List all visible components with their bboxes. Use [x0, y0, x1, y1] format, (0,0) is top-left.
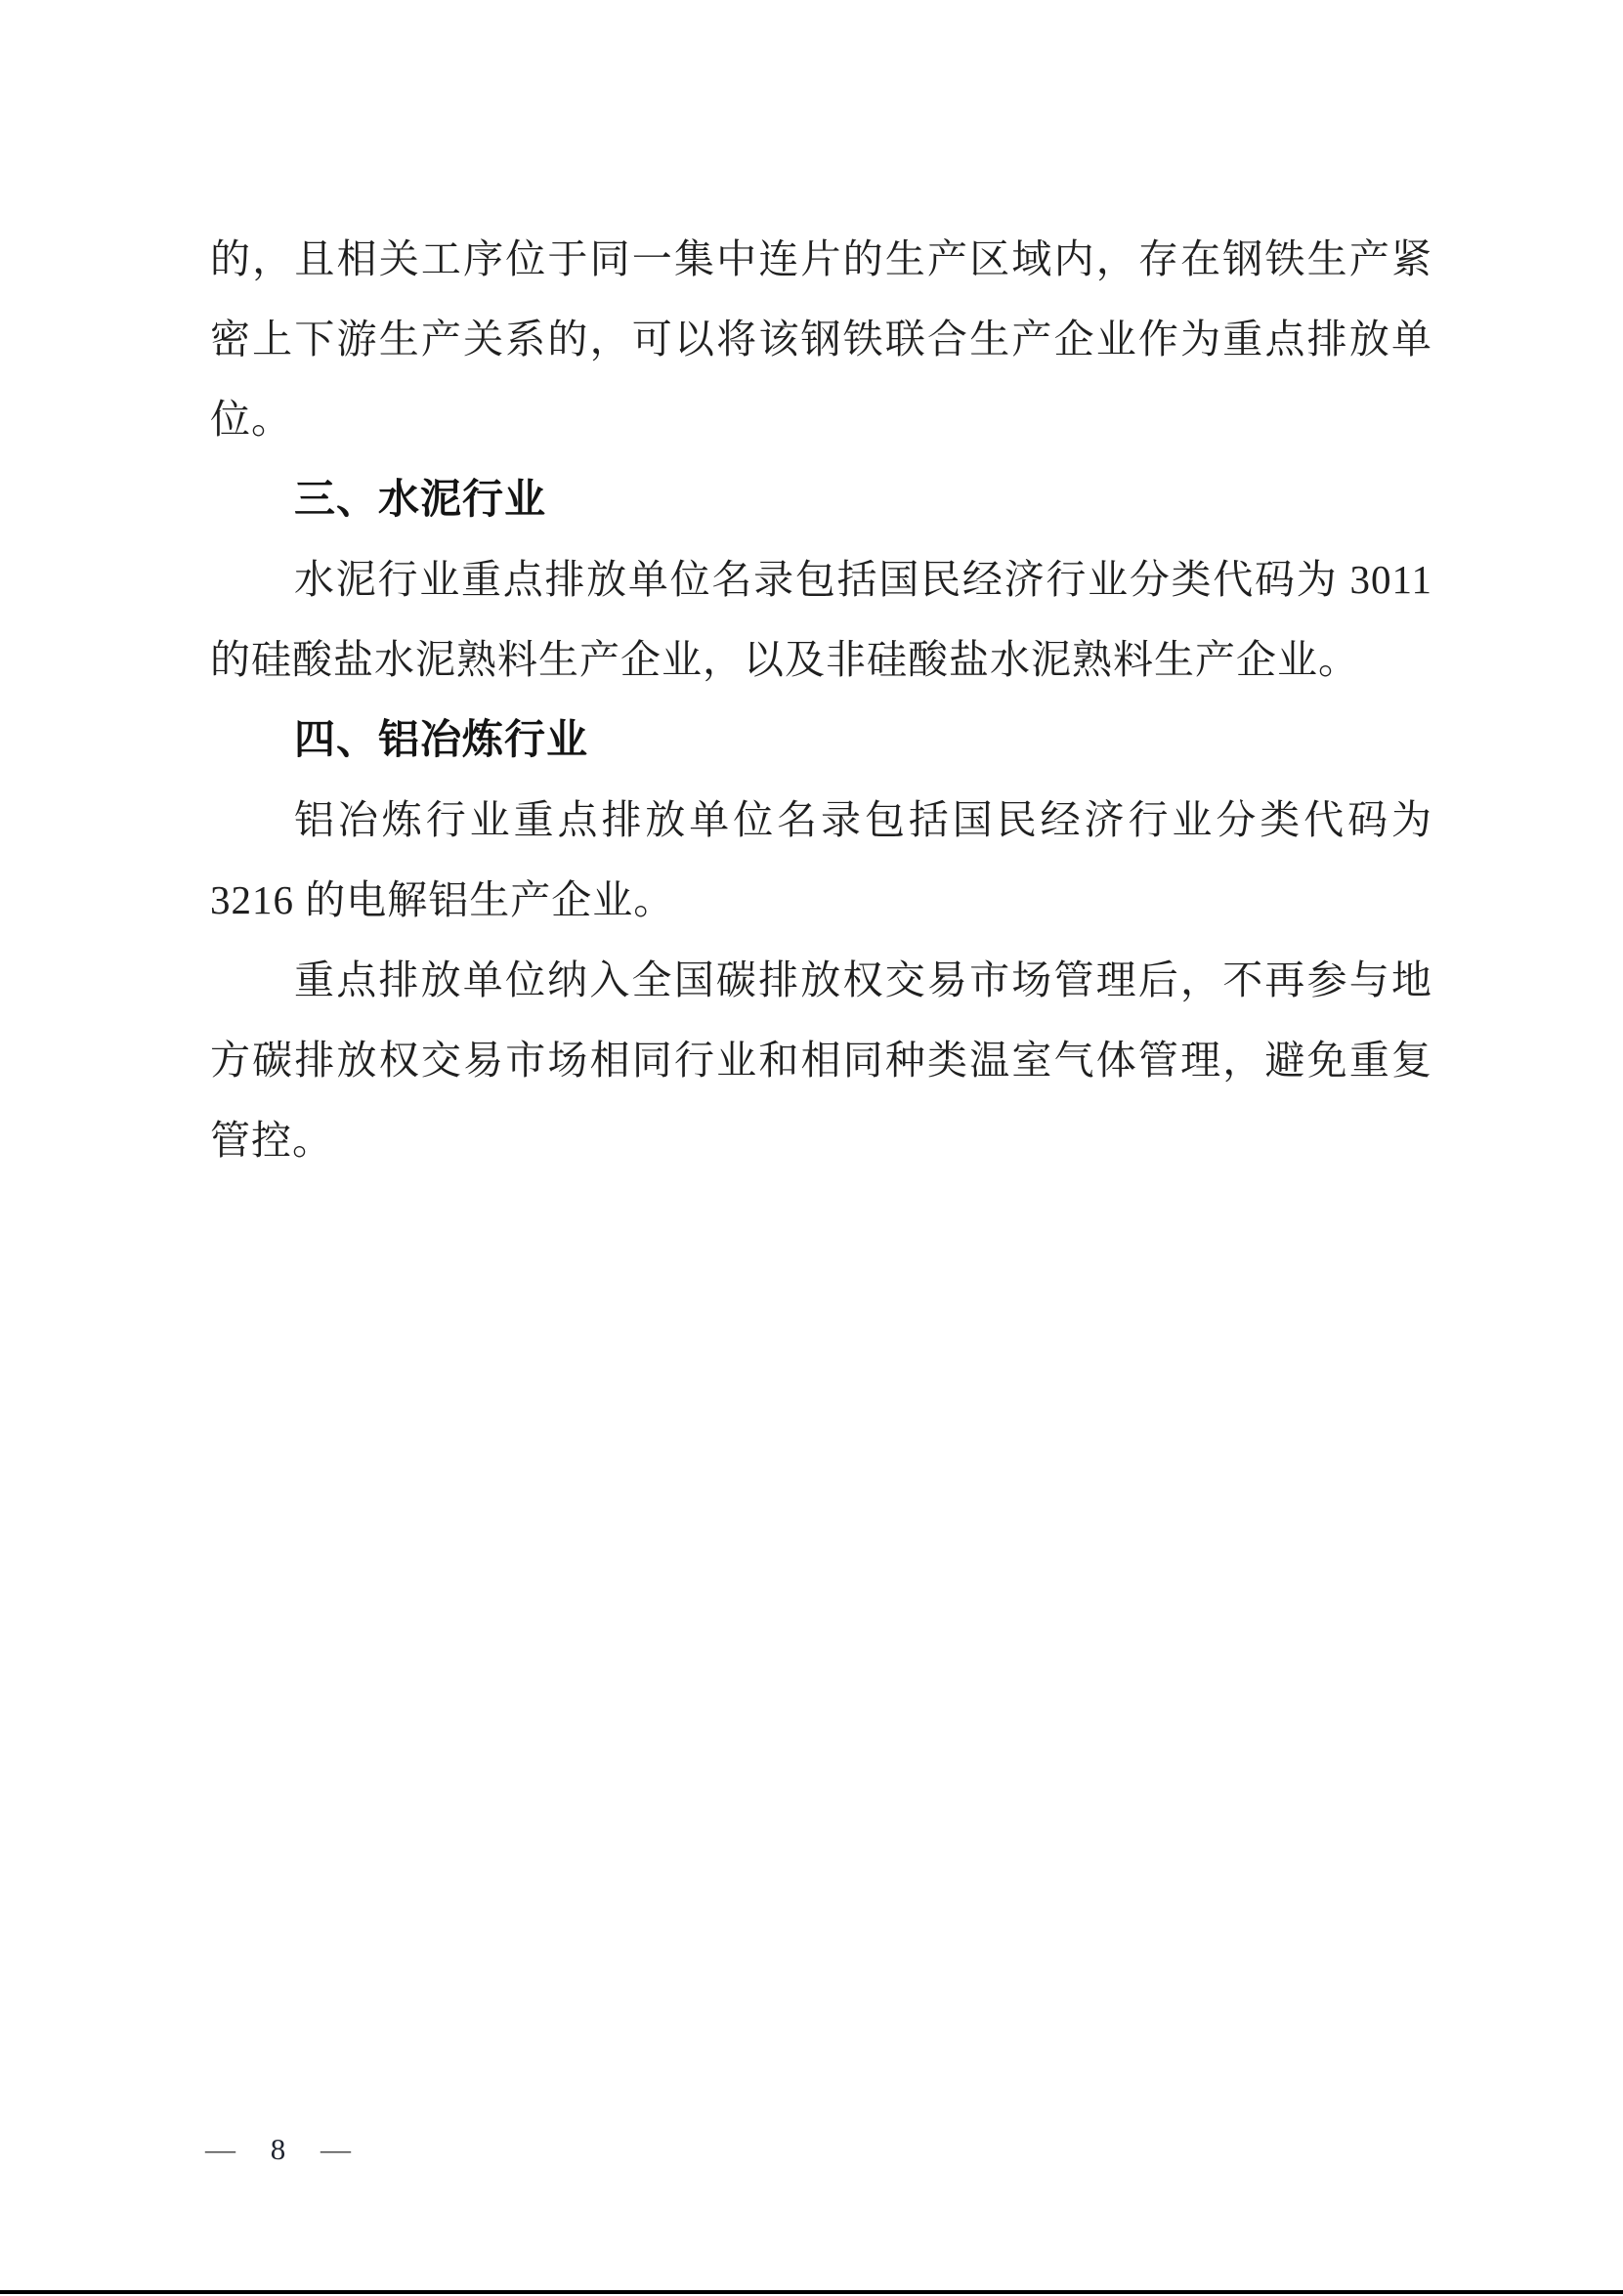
page-number: 8: [270, 2132, 286, 2166]
footer-dash-left: —: [205, 2132, 235, 2166]
body-line: 3216 的电解铝生产企业。: [210, 877, 675, 922]
body-line: 的，且相关工序位于同一集中连片的生产区域内，存在钢铁生产紧: [210, 236, 1432, 281]
page-footer: [205, 2132, 351, 2167]
body-line: 方碳排放权交易市场相同行业和相同种类温室气体管理，避免重复: [210, 1038, 1432, 1083]
body-line: 密上下游生产关系的，可以将该钢铁联合生产企业作为重点排放单: [210, 317, 1432, 361]
body-line: 水泥行业重点排放单位名录包括国民经济行业分类代码为 3011: [294, 557, 1432, 602]
body-line: 位。: [210, 397, 292, 442]
section-heading-cement: 三、水泥行业: [294, 476, 547, 522]
section-heading-aluminum: 四、铝冶炼行业: [294, 716, 589, 762]
page-bottom-border: [0, 2290, 1623, 2294]
body-line: 的硅酸盐水泥熟料生产企业，以及非硅酸盐水泥熟料生产企业。: [210, 637, 1359, 682]
body-line: 铝冶炼行业重点排放单位名录包括国民经济行业分类代码为: [294, 797, 1432, 842]
footer-dash-right: —: [320, 2132, 351, 2166]
body-line: 管控。: [210, 1118, 333, 1163]
document-body: [210, 219, 1432, 1180]
body-line: 重点排放单位纳入全国碳排放权交易市场管理后，不再参与地: [294, 957, 1432, 1002]
